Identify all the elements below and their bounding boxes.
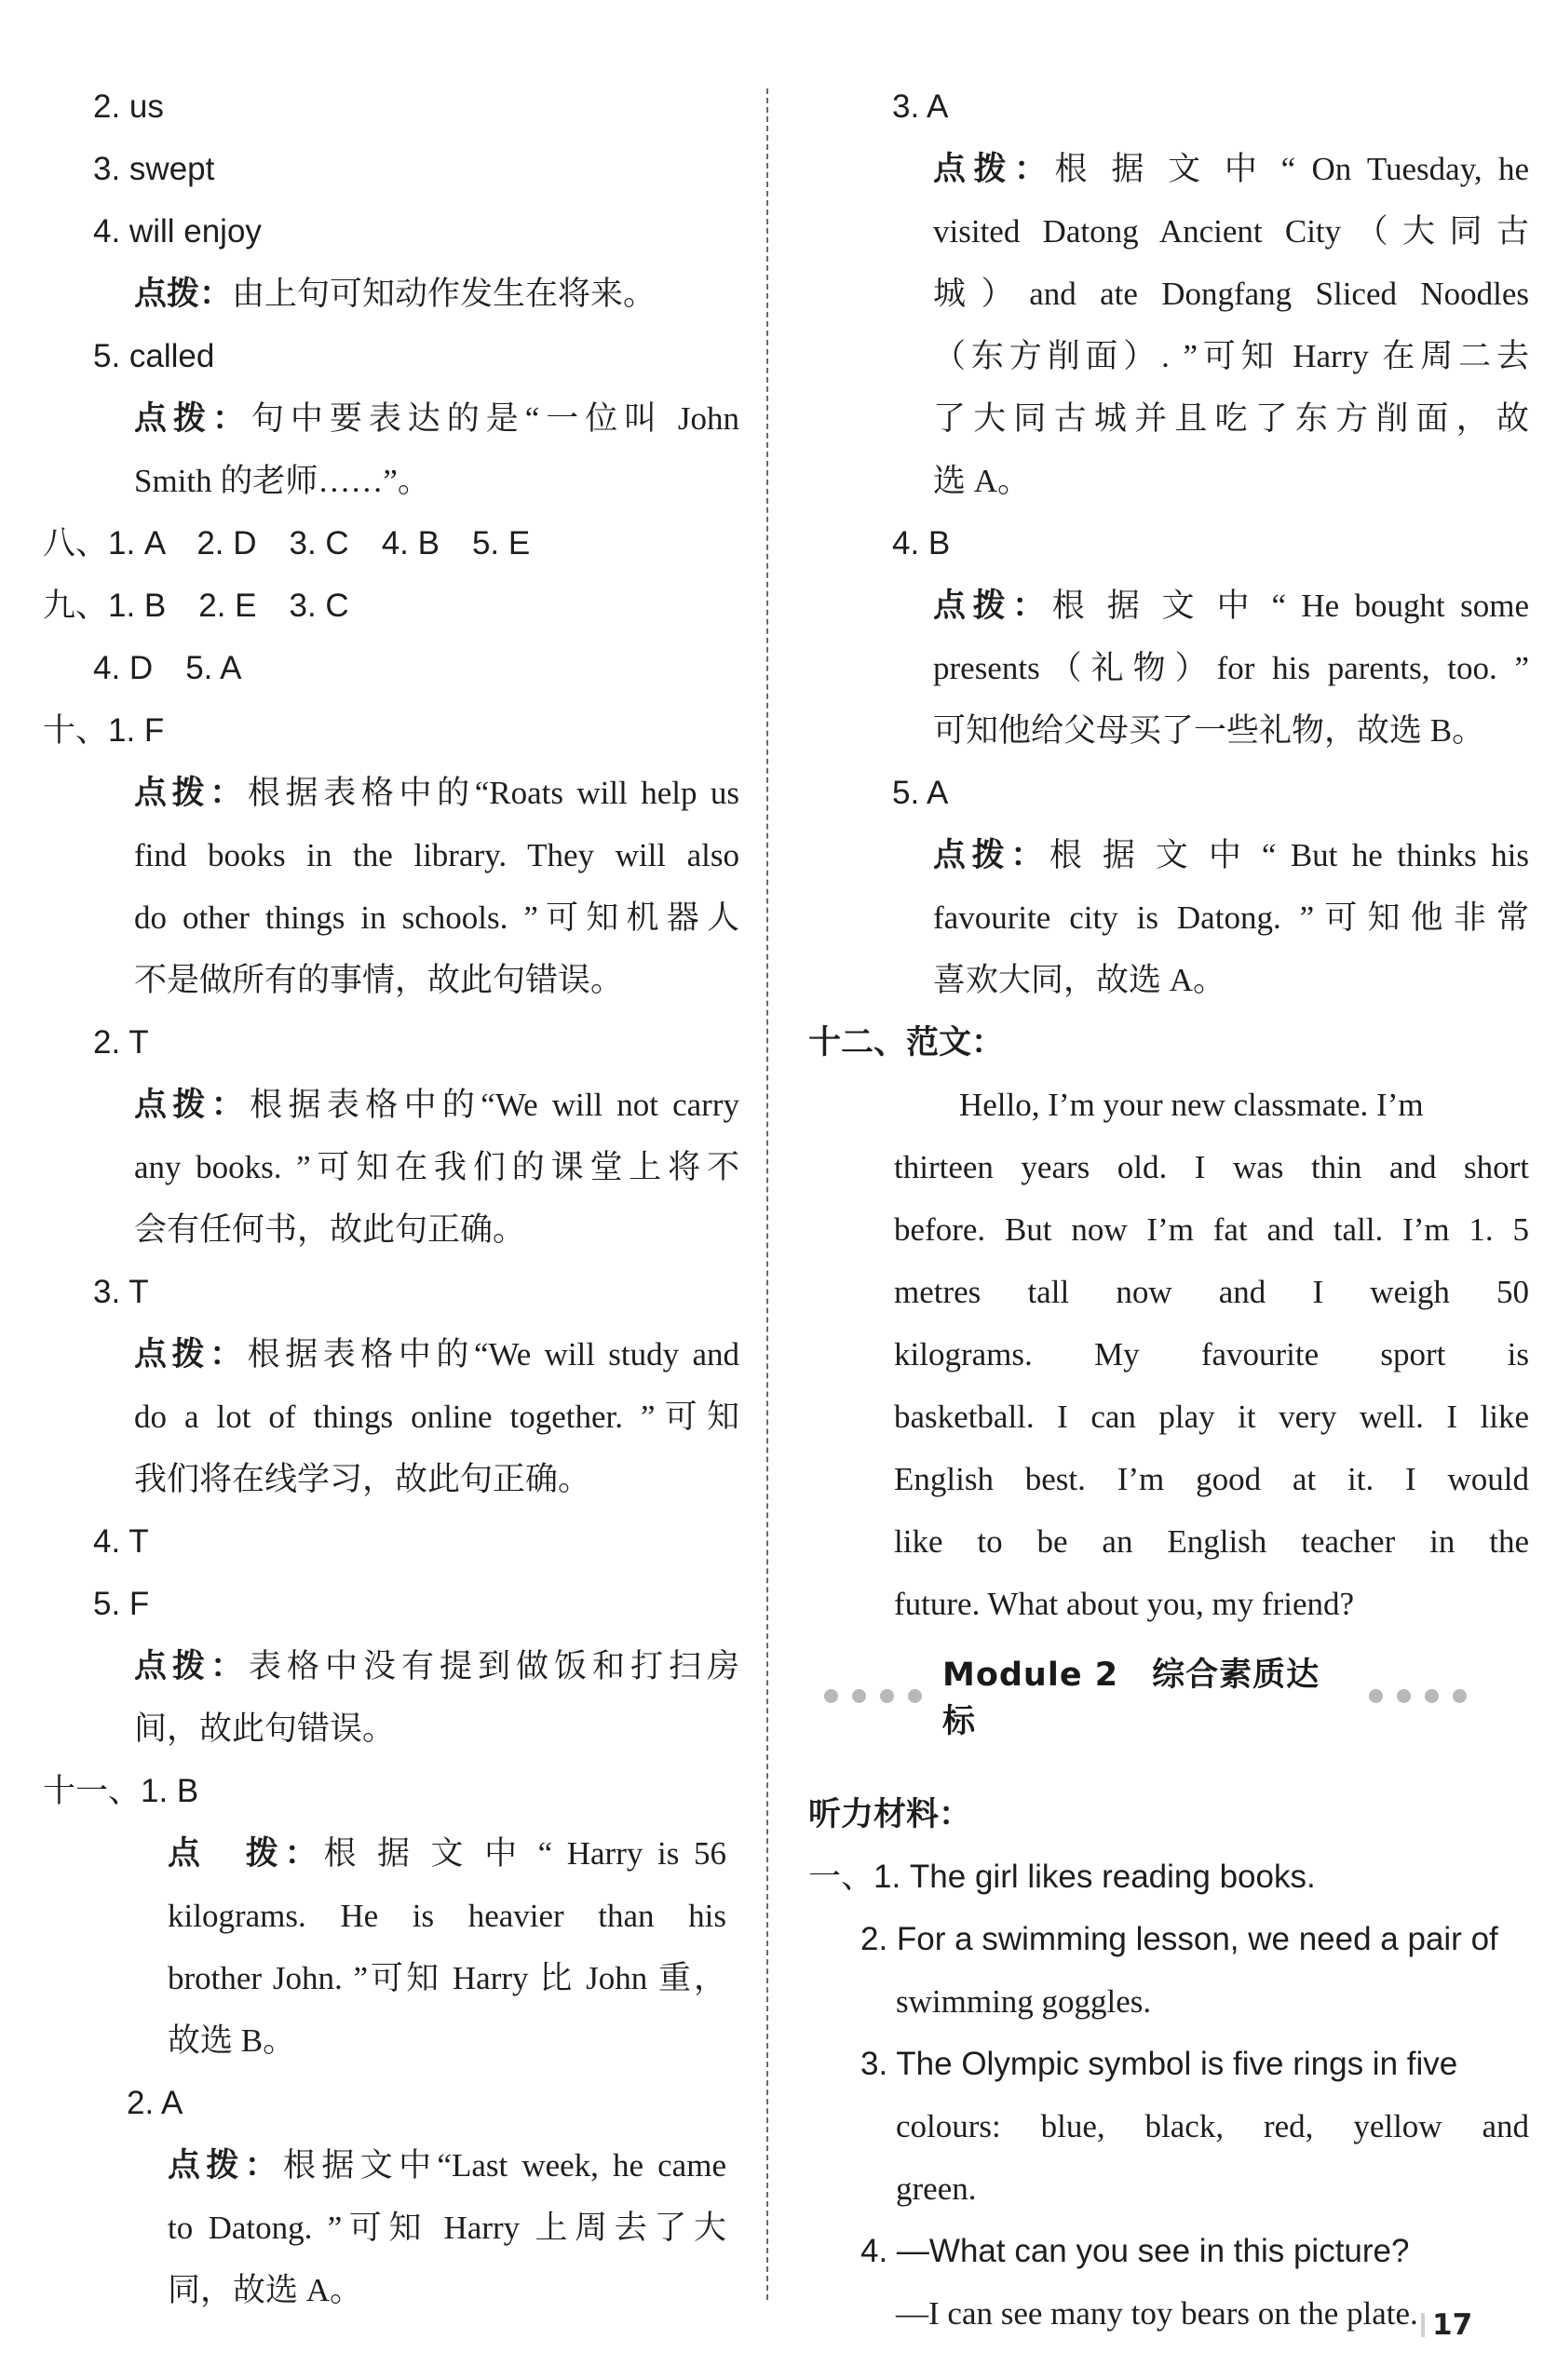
hint-text: 根 据 文 中 “ Harry is 56 xyxy=(323,1835,726,1872)
hint-text: 根据表格中的“We will study and xyxy=(247,1336,739,1373)
essay-line: thirteen years old. I was thin and short xyxy=(894,1149,1529,1185)
hint-label: 点 拨： xyxy=(168,1835,324,1873)
essay-line: like to be an English teacher in the xyxy=(894,1523,1529,1560)
essay-line: metres tall now and I weigh 50 xyxy=(894,1274,1529,1310)
hint-text: 根 据 文 中 “ He bought some xyxy=(1051,588,1529,624)
hint-line xyxy=(134,1646,739,1687)
hint-line xyxy=(168,1833,726,1874)
text-line: 同，故选 A。 xyxy=(168,2272,363,2308)
answer-line: 2. us xyxy=(93,88,164,125)
listening-line: 一、1. The girl likes reading books. xyxy=(808,1859,1316,1895)
module-header xyxy=(824,1657,1467,1740)
decorative-dots-left xyxy=(824,1689,922,1703)
text-line: Smith 的老师……”。 xyxy=(134,463,430,499)
listening-line: —I can see many toy bears on the plate. xyxy=(896,2295,1418,2332)
essay-line: basketball. I can play it very well. I like xyxy=(894,1399,1529,1435)
text-line: 不是做所有的事情，故此句错误。 xyxy=(134,962,624,998)
hint-label: 点拨： xyxy=(134,276,233,313)
essay-line: before. But now I’m fat and tall. I’m 1. 5 xyxy=(894,1211,1529,1248)
hint-line xyxy=(933,586,1529,627)
hint-text: 句中要表达的是“一位叫 John xyxy=(250,400,739,437)
answer-line: 十、1. F xyxy=(43,712,165,749)
text-line: do other things in schools. ”可知机器人 xyxy=(134,899,739,936)
essay-line: Hello, I’m your new classmate. I’m xyxy=(959,1087,1424,1123)
hint-label: 点拨： xyxy=(134,400,251,438)
answer-line: 十一、1. B xyxy=(43,1773,199,1809)
hint-line xyxy=(134,399,739,439)
listening-line: colours: blue, black, red, yellow and xyxy=(896,2108,1529,2144)
hint-text: 根据表格中的“Roats will help us xyxy=(247,775,739,811)
page-number-bar xyxy=(1421,2313,1425,2337)
hint-line xyxy=(134,1334,739,1375)
listening-line: swimming goggles. xyxy=(896,1983,1152,2020)
essay-line: English best. I’m good at it. I would xyxy=(894,1461,1529,1497)
answer-line: 4. D 5. A xyxy=(93,650,242,686)
model-essay-heading: 十二、范文： xyxy=(808,1024,1005,1062)
hint-text: 表格中没有提到做饭和打扫房 xyxy=(249,1648,739,1684)
hint-label: 点拨： xyxy=(134,1648,249,1685)
hint-text: 根 据 文 中 “ But he thinks his xyxy=(1049,837,1529,873)
listening-line: 3. The Olympic symbol is five rings in five xyxy=(860,2046,1458,2082)
hint-label: 点拨： xyxy=(134,1087,250,1124)
hint-line xyxy=(134,1085,739,1126)
text-line: 了大同古城并且吃了东方削面，故 xyxy=(933,400,1529,437)
hint-text: 根据文中“Last week, he came xyxy=(283,2147,726,2184)
listening-heading: 听力材料： xyxy=(808,1796,972,1833)
hint-line xyxy=(168,2145,726,2186)
hint-label: 点拨： xyxy=(933,151,1055,188)
answer-line: 2. A xyxy=(127,2085,183,2121)
text-line: brother John. ”可知 Harry 比 John 重， xyxy=(168,1960,726,1996)
answer-line: 3. A xyxy=(892,88,949,125)
text-line: presents（礼物）for his parents, too. ” xyxy=(933,650,1529,686)
listening-line: green. xyxy=(896,2170,977,2207)
answer-line: 3. T xyxy=(93,1274,149,1310)
page-number: 17 xyxy=(1432,2308,1473,2342)
text-line: 喜欢大同，故选 A。 xyxy=(933,962,1226,998)
text-line: 故选 B。 xyxy=(168,2022,296,2059)
text-line: 会有任何书，故此句正确。 xyxy=(134,1211,526,1248)
text-line: kilograms. He is heavier than his xyxy=(168,1898,726,1934)
answer-line: 5. A xyxy=(892,775,949,811)
hint-text: 根 据 文 中 “ On Tuesday, he xyxy=(1054,151,1529,187)
answer-line: 2. T xyxy=(93,1024,149,1061)
answer-line: 3. swept xyxy=(93,151,215,187)
answer-line: 八、1. A 2. D 3. C 4. B 5. E xyxy=(43,525,531,561)
essay-line: kilograms. My favourite sport is xyxy=(894,1336,1529,1373)
module-title: Module 2 综合素质达标 xyxy=(942,1657,1320,1740)
answer-line: 4. B xyxy=(892,525,951,561)
text-line: any books. ”可知在我们的课堂上将不 xyxy=(134,1149,739,1185)
essay-line: future. What about you, my friend? xyxy=(894,1586,1355,1622)
text-line: （东方削面）. ”可知 Harry 在周二去 xyxy=(933,338,1529,374)
hint-label: 点拨： xyxy=(933,837,1049,874)
text-line: 城）and ate Dongfang Sliced Noodles xyxy=(933,276,1529,312)
hint-line xyxy=(933,835,1529,876)
listening-line: 4. —What can you see in this picture? xyxy=(860,2233,1410,2269)
hint-label: 点拨： xyxy=(933,588,1052,625)
hint-line xyxy=(134,773,739,814)
hint-text: 由上句可知动作发生在将来。 xyxy=(232,276,657,312)
answer-line: 5. F xyxy=(93,1586,150,1622)
text-line: visited Datong Ancient City（大同古 xyxy=(933,213,1529,250)
column-divider xyxy=(766,88,768,2300)
text-line: 选 A。 xyxy=(933,463,1031,499)
text-line: do a lot of things online together. ”可知 xyxy=(134,1399,739,1435)
text-line: favourite city is Datong. ”可知他非常 xyxy=(933,899,1529,936)
listening-line: 2. For a swimming lesson, we need a pair of xyxy=(860,1921,1498,1957)
hint-line xyxy=(134,274,656,315)
hint-label: 点拨： xyxy=(168,2147,284,2184)
hint-line xyxy=(933,149,1529,190)
hint-label: 点拨： xyxy=(134,775,248,812)
text-line: 可知他给父母买了一些礼物，故选 B。 xyxy=(933,712,1485,749)
text-line: to Datong. ”可知 Harry 上周去了大 xyxy=(168,2210,726,2246)
text-line: find books in the library. They will also xyxy=(134,837,739,873)
hint-text: 根据表格中的“We will not carry xyxy=(250,1087,739,1123)
text-line: 我们将在线学习，故此句正确。 xyxy=(134,1461,591,1497)
answer-line: 4. T xyxy=(93,1523,149,1560)
answer-line: 5. called xyxy=(93,338,215,374)
text-line: 间，故此句错误。 xyxy=(134,1711,396,1747)
answer-line: 九、1. B 2. E 3. C xyxy=(43,588,349,624)
hint-label: 点拨： xyxy=(134,1336,248,1373)
decorative-dots-right xyxy=(1369,1689,1467,1703)
answer-line: 4. will enjoy xyxy=(93,213,262,250)
